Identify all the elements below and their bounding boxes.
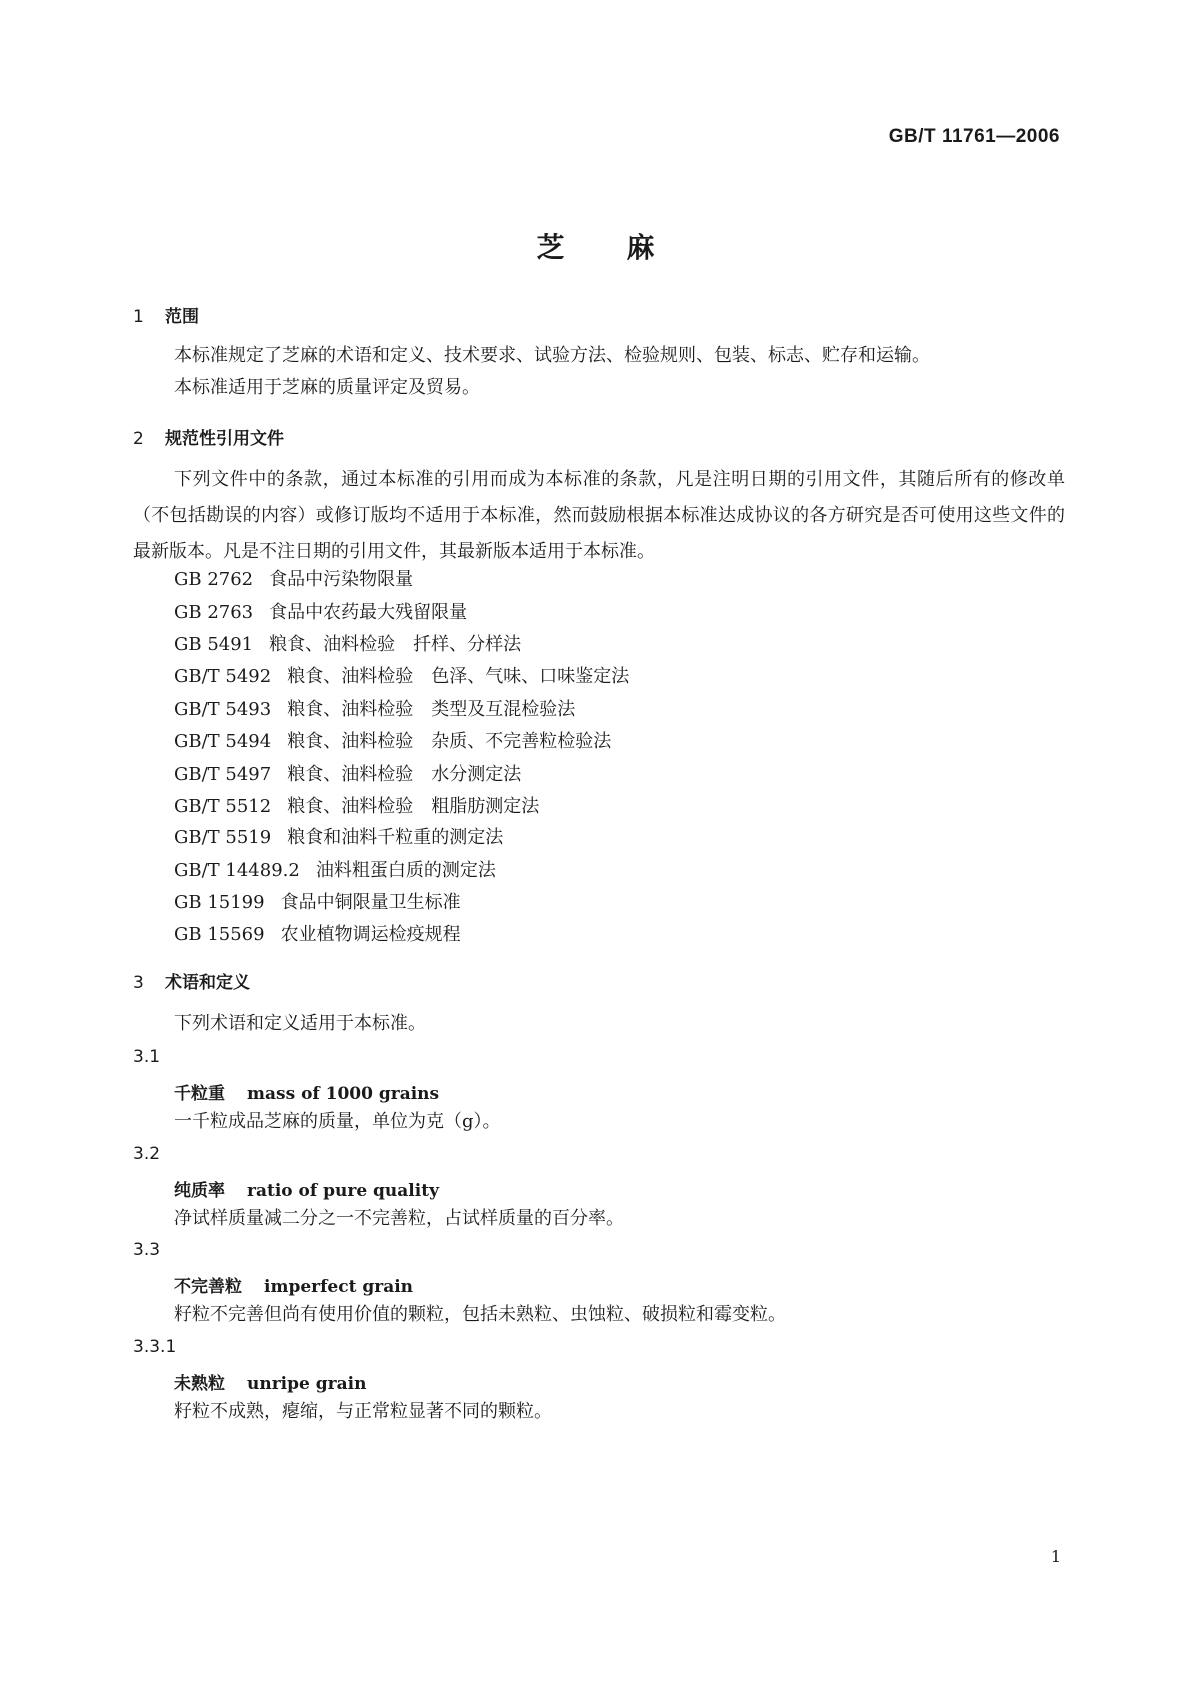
clause-number: 3.2 — [133, 1144, 161, 1164]
term-chinese: 纯质率 — [174, 1181, 225, 1201]
reference-name: 粮食、油料检验 扦样、分样法 — [269, 634, 522, 655]
reference-name: 粮食和油料千粒重的测定法 — [287, 827, 504, 848]
reference-code: GB/T 14489.2 — [174, 860, 300, 881]
section-number: 1 — [133, 307, 144, 327]
reference-item — [174, 760, 521, 786]
reference-code: GB 15569 — [174, 924, 265, 945]
reference-code: GB 2763 — [174, 602, 254, 623]
term-english: mass of 1000 grains — [247, 1084, 440, 1104]
standard-code: GB/T 11761—2006 — [888, 126, 1060, 147]
reference-code: GB/T 5497 — [174, 764, 272, 785]
reference-name: 粮食、油料检验 水分测定法 — [287, 764, 522, 785]
reference-code: GB/T 5492 — [174, 666, 272, 687]
term-entry — [174, 1369, 366, 1394]
section-2-heading — [133, 424, 284, 449]
reference-name: 农业植物调运检疫规程 — [280, 924, 461, 945]
term-definition: 籽粒不成熟，瘪缩，与正常粒显著不同的颗粒。 — [174, 1401, 552, 1422]
paragraph: 本标准规定了芝麻的术语和定义、技术要求、试验方法、检验规则、包装、标志、贮存和运输。 — [174, 345, 930, 366]
term-english: imperfect grain — [264, 1277, 414, 1297]
reference-item — [174, 920, 461, 946]
reference-name: 粮食、油料检验 杂质、不完善粒检验法 — [287, 731, 612, 752]
reference-item — [174, 792, 539, 818]
reference-item — [174, 823, 503, 849]
term-english: unripe grain — [247, 1374, 367, 1394]
section-3-heading — [133, 968, 250, 993]
reference-name: 油料粗蛋白质的测定法 — [315, 860, 496, 881]
term-chinese: 未熟粒 — [174, 1374, 225, 1394]
paragraph: 下列术语和定义适用于本标准。 — [174, 1013, 426, 1034]
page-number: 1 — [1050, 1547, 1061, 1566]
section-title: 术语和定义 — [165, 973, 250, 993]
reference-item — [174, 695, 575, 721]
reference-code: GB 5491 — [174, 634, 254, 655]
reference-item — [174, 888, 461, 914]
section-1-heading — [133, 302, 199, 327]
reference-item — [174, 565, 413, 591]
reference-code: GB/T 5519 — [174, 827, 272, 848]
paragraph: 下列文件中的条款，通过本标准的引用而成为本标准的条款，凡是注明日期的引用文件，其随后所有的修改单（不包括勘误的内容）或修订版均不适用于本标准，然而鼓励根据本标准达成协议的各方研究是否可使用这些文件的最新版本。凡是不注日期的引用文件，其最新版本适用于本标准。 — [133, 469, 1065, 562]
reference-name: 粮食、油料检验 色泽、气味、口味鉴定法 — [287, 666, 630, 687]
reference-item — [174, 598, 467, 624]
term-entry — [174, 1272, 413, 1297]
reference-item — [174, 856, 496, 882]
reference-code: GB 2762 — [174, 569, 254, 590]
reference-item — [174, 630, 521, 656]
reference-code: GB 15199 — [174, 892, 265, 913]
reference-name: 食品中铜限量卫生标准 — [280, 892, 461, 913]
section-title: 范围 — [165, 307, 199, 327]
paragraph: 本标准适用于芝麻的质量评定及贸易。 — [174, 377, 480, 398]
reference-name: 食品中农药最大残留限量 — [269, 602, 468, 623]
clause-number: 3.3 — [133, 1240, 161, 1260]
reference-code: GB/T 5493 — [174, 699, 272, 720]
term-entry — [174, 1079, 439, 1104]
reference-name: 粮食、油料检验 类型及互混检验法 — [287, 699, 576, 720]
term-definition: 净试样质量减二分之一不完善粒，占试样质量的百分率。 — [174, 1208, 624, 1229]
clause-number: 3.1 — [133, 1047, 161, 1067]
page-title: 芝麻 — [536, 231, 717, 264]
reference-name: 粮食、油料检验 粗脂肪测定法 — [287, 796, 540, 817]
term-chinese: 不完善粒 — [174, 1277, 242, 1297]
reference-item — [174, 662, 629, 688]
term-english: ratio of pure quality — [247, 1181, 439, 1201]
term-definition: 一千粒成品芝麻的质量，单位为克（g）。 — [174, 1111, 501, 1132]
term-chinese: 千粒重 — [174, 1084, 225, 1104]
section-number: 3 — [133, 973, 144, 993]
section-title: 规范性引用文件 — [165, 429, 284, 449]
reference-code: GB/T 5512 — [174, 796, 272, 817]
term-entry — [174, 1176, 439, 1201]
term-definition: 籽粒不完善但尚有使用价值的颗粒，包括未熟粒、虫蚀粒、破损粒和霉变粒。 — [174, 1304, 786, 1325]
reference-name: 食品中污染物限量 — [269, 569, 414, 590]
reference-item — [174, 727, 611, 753]
clause-number: 3.3.1 — [133, 1337, 177, 1357]
reference-code: GB/T 5494 — [174, 731, 272, 752]
section-number: 2 — [133, 429, 144, 449]
